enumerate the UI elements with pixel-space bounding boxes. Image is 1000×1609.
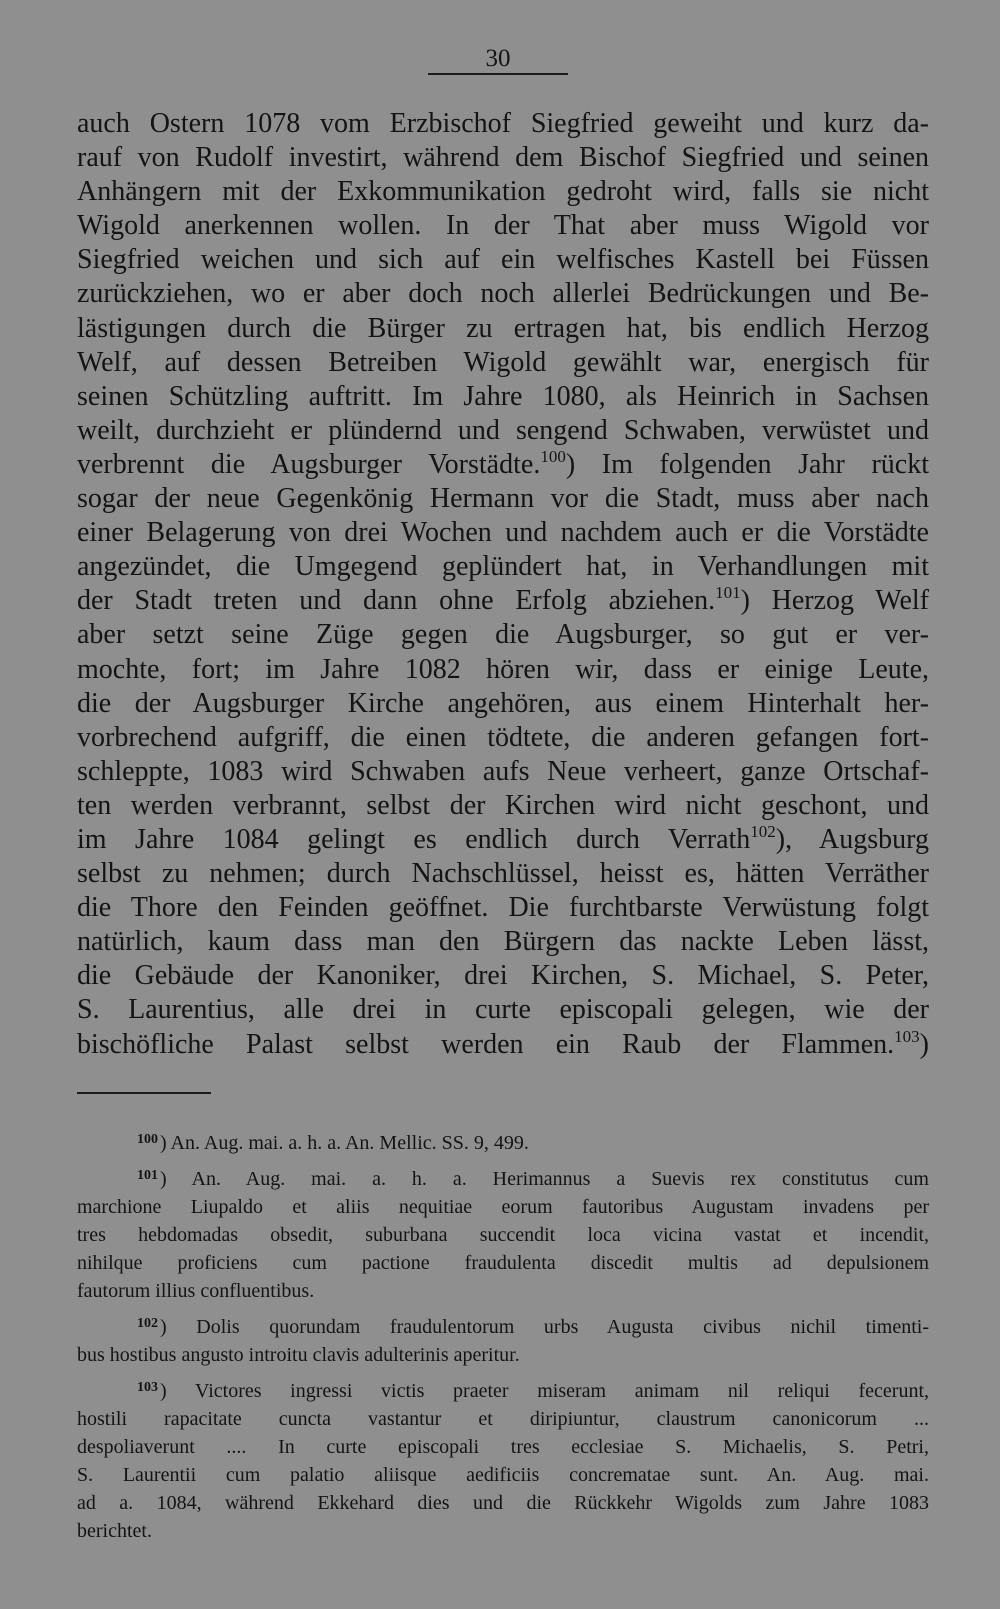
text-segment: im Jahre 1084 gelingt es endlich durch Verrath [77,823,751,855]
footnote-line [77,1126,929,1157]
footnote-text: despoliaverunt .... In curte episcopali tres ecclesiae S. Michaelis, S. Petri, [77,1436,929,1458]
footnote-text: berichtet. [77,1520,152,1542]
text-line: die Thore den Feinden geöffnet. Die furchtbarste Verwüstung folgt [77,892,929,924]
text-line: ten werden verbrannt, selbst der Kirchen wird nicht geschont, und [77,789,929,821]
footnote-line [77,1489,929,1517]
text-segment: ) Im folgenden Jahr rückt [565,448,929,480]
footnote-text: hostili rapacitate cuncta vastantur et diripiuntur, claustrum canonicorum ... [77,1408,929,1430]
footnote-line [77,1374,929,1405]
text-line: Welf, auf dessen Betreiben Wigold gewählt war, energisch für [77,346,929,378]
text-line: zurückziehen, wo er aber doch noch allerlei Bedrückungen und Be- [77,278,929,310]
footnote-marker: 103 [137,1380,158,1395]
text-line: angezündet, die Umgegend geplündert hat, in Verhandlungen mit [77,551,929,583]
text-line: Anhängern mit der Exkommunikation gedroht wird, falls sie nicht [77,176,929,208]
footnote-line [77,1433,929,1461]
footnote [77,1310,929,1369]
footnote-line [77,1341,929,1369]
text-line: schleppte, 1083 wird Schwaben aufs Neue verheert, ganze Ortschaf- [77,755,929,787]
footnote-line [77,1249,929,1277]
text-segment: bischöfliche Palast selbst werden ein Raub der Flammen. [77,1028,895,1060]
text-line [77,448,929,482]
footnote-text: marchione Liupaldo et aliis nequitiae eorum fautoribus Augustam invadens per [77,1196,929,1218]
text-line: aber setzt seine Züge gegen die Augsburger, so gut er ver- [77,619,929,651]
footnote [77,1374,929,1545]
text-line: vorbrechend aufgriff, die einen tödtete, die anderen gefangen fort- [77,721,929,753]
text-line: die Gebäude der Kanoniker, drei Kirchen, S. Michael, S. Peter, [77,960,929,992]
footnotes-block [77,1126,929,1550]
text-segment: ), Augsburg [775,823,929,855]
footnote-line [77,1221,929,1249]
text-segment: der Stadt treten und dann ohne Erfolg abziehen. [77,585,716,617]
text-line: natürlich, kaum dass man den Bürgern das nackte Leben lässt, [77,926,929,958]
footnote-text: tres hebdomadas obsedit, suburbana succendit loca vicina vastat et incendit, [77,1224,929,1246]
footnote-line [77,1162,929,1193]
footnote-text: ) Dolis quorundam fraudulentorum urbs Augusta civibus nichil timenti- [160,1316,929,1338]
footnote-marker: 101 [137,1168,158,1183]
footnote-marker: 100 [137,1132,158,1147]
footnote-text: ) An. Aug. mai. a. h. a. Herimannus a Suevis rex constitutus cum [160,1168,929,1190]
text-line: auch Ostern 1078 vom Erzbischof Siegfried geweiht und kurz da- [77,108,929,139]
footnote-line [77,1405,929,1433]
footnote [77,1126,929,1157]
footnote-text: fautorum illius confluentibus. [77,1280,315,1302]
footnote-reference: 103 [894,1026,920,1046]
footnote-line [77,1461,929,1489]
page-number: 30 [485,45,511,72]
footnote-text: nihilque proficiens cum pactione fraudulenta discedit multis ad depulsionem [77,1252,929,1274]
text-line: Wigold anerkennen wollen. In der That aber muss Wigold vor [77,210,929,242]
text-line [77,1028,929,1062]
text-line: sogar der neue Gegenkönig Hermann vor die Stadt, muss aber nach [77,483,929,515]
text-segment: ) Herzog Welf [740,585,930,617]
text-line: rauf von Rudolf investirt, während dem Bischof Siegfried und seinen [77,142,929,174]
text-line: lästigungen durch die Bürger zu ertragen hat, bis endlich Herzog [77,312,929,344]
footnote-text: ad a. 1084, während Ekkehard dies und die Rückkehr Wigolds zum Jahre 1083 [77,1492,929,1514]
text-line [77,823,929,857]
footnote-line [77,1517,929,1545]
footnote-text: ) An. Aug. mai. a. h. a. An. Mellic. SS. 9, 499. [160,1132,529,1154]
text-segment: ) [919,1028,929,1060]
footnote-line [77,1277,929,1305]
text-line: Siegfried weichen und sich auf ein welfisches Kastell bei Füssen [77,244,929,276]
footnote-line [77,1310,929,1341]
text-line [77,584,929,618]
footnote-line [77,1193,929,1221]
text-line: weilt, durchzieht er plündernd und sengend Schwaben, verwüstet und [77,414,929,446]
text-line: seinen Schützling auftritt. Im Jahre 1080, als Heinrich in Sachsen [77,380,929,412]
main-text-block [77,107,929,1062]
footnote-reference: 100 [540,446,566,466]
footnote-text: S. Laurentii cum palatio aliisque aedificiis concrematae sunt. An. Aug. mai. [77,1464,929,1486]
text-line: selbst zu nehmen; durch Nachschlüssel, heisst es, hätten Verräther [77,858,929,890]
text-line: die der Augsburger Kirche angehören, aus einem Hinterhalt her- [77,687,929,719]
footnote-text: bus hostibus angusto introitu clavis adulterinis aperitur. [77,1344,520,1366]
page-number-rule [428,73,568,75]
text-line: S. Laurentius, alle drei in curte episcopali gelegen, wie der [77,994,929,1026]
footnote [77,1162,929,1305]
text-segment: verbrennt die Augsburger Vorstädte. [77,448,541,480]
footnote-reference: 101 [715,583,741,603]
footnote-reference: 102 [750,821,776,841]
text-line: mochte, fort; im Jahre 1082 hören wir, dass er einige Leute, [77,653,929,685]
footnote-separator [77,1092,211,1094]
footnote-text: ) Victores ingressi victis praeter miseram animam nil reliqui fecerunt, [160,1380,929,1402]
footnote-marker: 102 [137,1316,158,1331]
text-line: einer Belagerung von drei Wochen und nachdem auch er die Vorstädte [77,517,929,549]
